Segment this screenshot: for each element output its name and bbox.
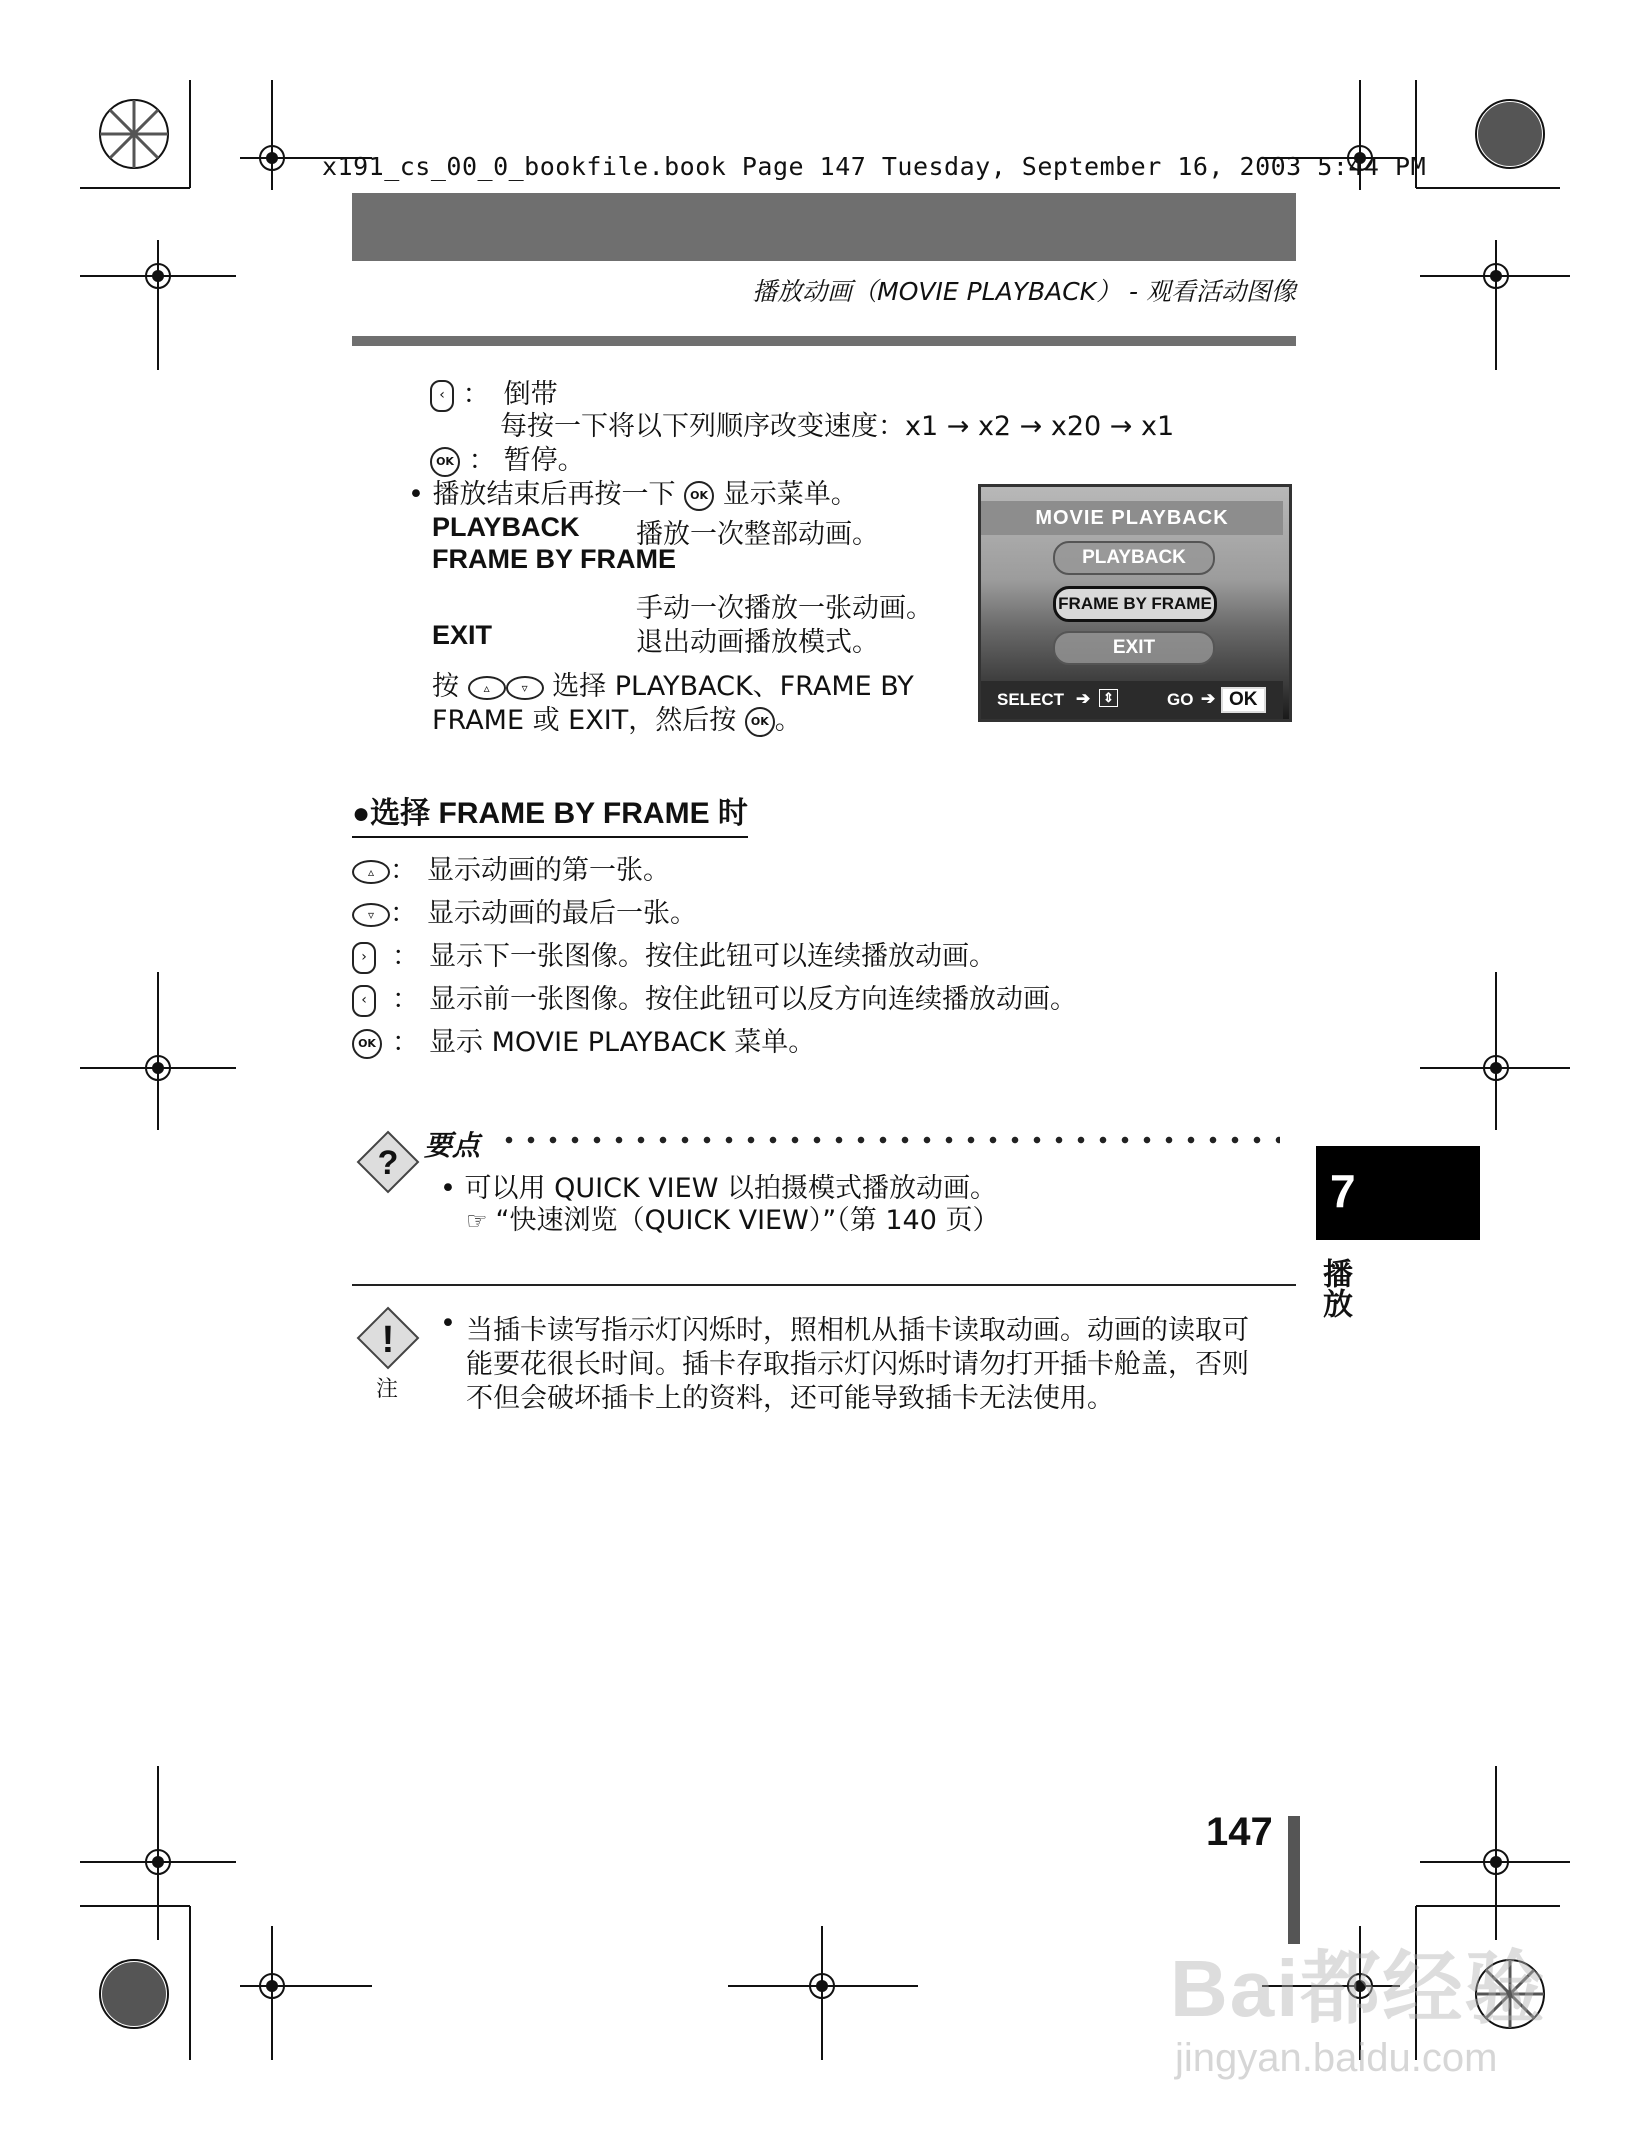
instruction-line-1: 按 ▵ ▿ 选择 PLAYBACK、FRAME BY	[432, 671, 914, 702]
menu-item-desc: 播放一次整部动画。	[636, 519, 879, 550]
screen-exit-button[interactable]: EXIT	[1053, 631, 1215, 665]
chapter-label: 播放	[1317, 1258, 1352, 1318]
file-info-line: x191_cs_00_0_bookfile.book Page 147 Tuesday, September 16, 2003 5:44 PM	[322, 152, 1427, 181]
note-label: 注	[376, 1377, 399, 1402]
menu-item-name: FRAME BY FRAME	[432, 544, 677, 574]
bullet-row: • 播放结束后再按一下 OK 显示菜单。	[408, 479, 858, 510]
screen-playback-button[interactable]: PLAYBACK	[1053, 541, 1215, 575]
ok-button-icon: OK	[430, 447, 460, 477]
up-button-icon: ▵	[352, 860, 390, 884]
menu-item-desc: 手动一次播放一张动画。	[636, 593, 933, 624]
screen-bottom-bar	[981, 681, 1283, 719]
arrow-right-icon: ➔	[1076, 689, 1091, 708]
tips-bullet: • 可以用 QUICK VIEW 以拍摄模式播放动画。	[440, 1173, 997, 1204]
ok-button-icon: OK	[352, 1029, 382, 1059]
left-button-icon: ‹	[352, 985, 376, 1017]
right-button-icon: ›	[352, 942, 376, 974]
list-item: ▵ ： 显示动画的第一张。	[352, 848, 670, 887]
note-line: 当插卡读写指示灯闪烁时，照相机从插卡读取动画。动画的读取可	[466, 1315, 1249, 1346]
note-line: 不但会破坏插卡上的资料，还可能导致插卡无法使用。	[466, 1383, 1114, 1414]
ok-button-icon: OK	[745, 707, 775, 737]
rewind-label: 倒带	[503, 379, 558, 410]
arrow-right-icon: ➔	[1201, 689, 1216, 708]
watermark-url: jingyan.baidu.com	[1175, 2036, 1498, 2080]
top-bar	[352, 193, 1296, 261]
note-bullet: •	[440, 1308, 456, 1339]
question-icon	[356, 1130, 420, 1194]
bullet-dot-icon: ●	[352, 797, 371, 830]
chapter-tab	[1316, 1146, 1480, 1240]
page-subtitle: 播放动画（MOVIE PLAYBACK） - 观看活动图像	[752, 277, 1296, 306]
rewind-description: 每按一下将以下列顺序改变速度：x1 → x2 → x20 → x1	[500, 411, 1175, 442]
pointing-hand-icon: ☞	[466, 1207, 488, 1235]
screen-title: MOVIE PLAYBACK	[981, 501, 1283, 535]
bullet-tail: 显示菜单。	[722, 479, 858, 510]
up-button-icon: ▵	[468, 676, 506, 700]
list-item: OK ： 显示 MOVIE PLAYBACK 菜单。	[352, 1020, 815, 1059]
pause-label: 暂停。	[503, 445, 585, 476]
down-button-icon: ▿	[352, 903, 390, 927]
menu-item-name: EXIT	[432, 620, 493, 650]
chapter-number: 7	[1330, 1165, 1356, 1217]
dotted-rule	[498, 1135, 1280, 1145]
pause-row: OK ： 暂停。	[430, 438, 585, 477]
select-label: SELECT	[997, 690, 1065, 709]
note-line: 能要花很长时间。插卡存取指示灯闪烁时请勿打开插卡舱盖，否则	[466, 1349, 1249, 1380]
svg-text:?: ?	[377, 1144, 399, 1182]
page-number: 147	[1206, 1810, 1273, 1854]
camera-screen	[978, 484, 1292, 722]
ok-button-icon: OK	[684, 481, 714, 511]
down-button-icon: ▿	[506, 676, 544, 700]
warning-icon	[356, 1306, 420, 1370]
menu-item-desc: 退出动画播放模式。	[636, 627, 879, 658]
rewind-row: ‹ ： 倒带	[430, 372, 558, 412]
menu-item-name: PLAYBACK	[432, 512, 580, 542]
watermark-logo: Bai都经验	[1170, 1944, 1547, 2033]
list-item: ‹ ： 显示前一张图像。按住此钮可以反方向连续播放动画。	[352, 977, 1077, 1017]
go-label: GO	[1167, 690, 1194, 709]
list-item: › ： 显示下一张图像。按住此钮可以连续播放动画。	[352, 934, 996, 974]
screen-frame-by-frame-button[interactable]: FRAME BY FRAME	[1053, 586, 1217, 622]
separator-line	[352, 1284, 1296, 1286]
tips-title: 要点	[424, 1129, 481, 1162]
left-button-icon: ‹	[430, 380, 454, 412]
bullet-text: 播放结束后再按一下	[432, 479, 676, 510]
ok-label: OK	[1221, 687, 1266, 713]
instruction-line-2: FRAME 或 EXIT，然后按 OK 。	[432, 705, 802, 736]
up-down-icon: ⇕	[1099, 689, 1118, 707]
tips-reference: ☞ “快速浏览（QUICK VIEW）”（第 140 页）	[466, 1205, 1000, 1236]
divider-bar	[352, 336, 1296, 346]
section-heading: ●选择 FRAME BY FRAME 时	[352, 788, 748, 838]
svg-text:!: !	[381, 1319, 395, 1361]
list-item: ▿ ： 显示动画的最后一张。	[352, 891, 697, 930]
